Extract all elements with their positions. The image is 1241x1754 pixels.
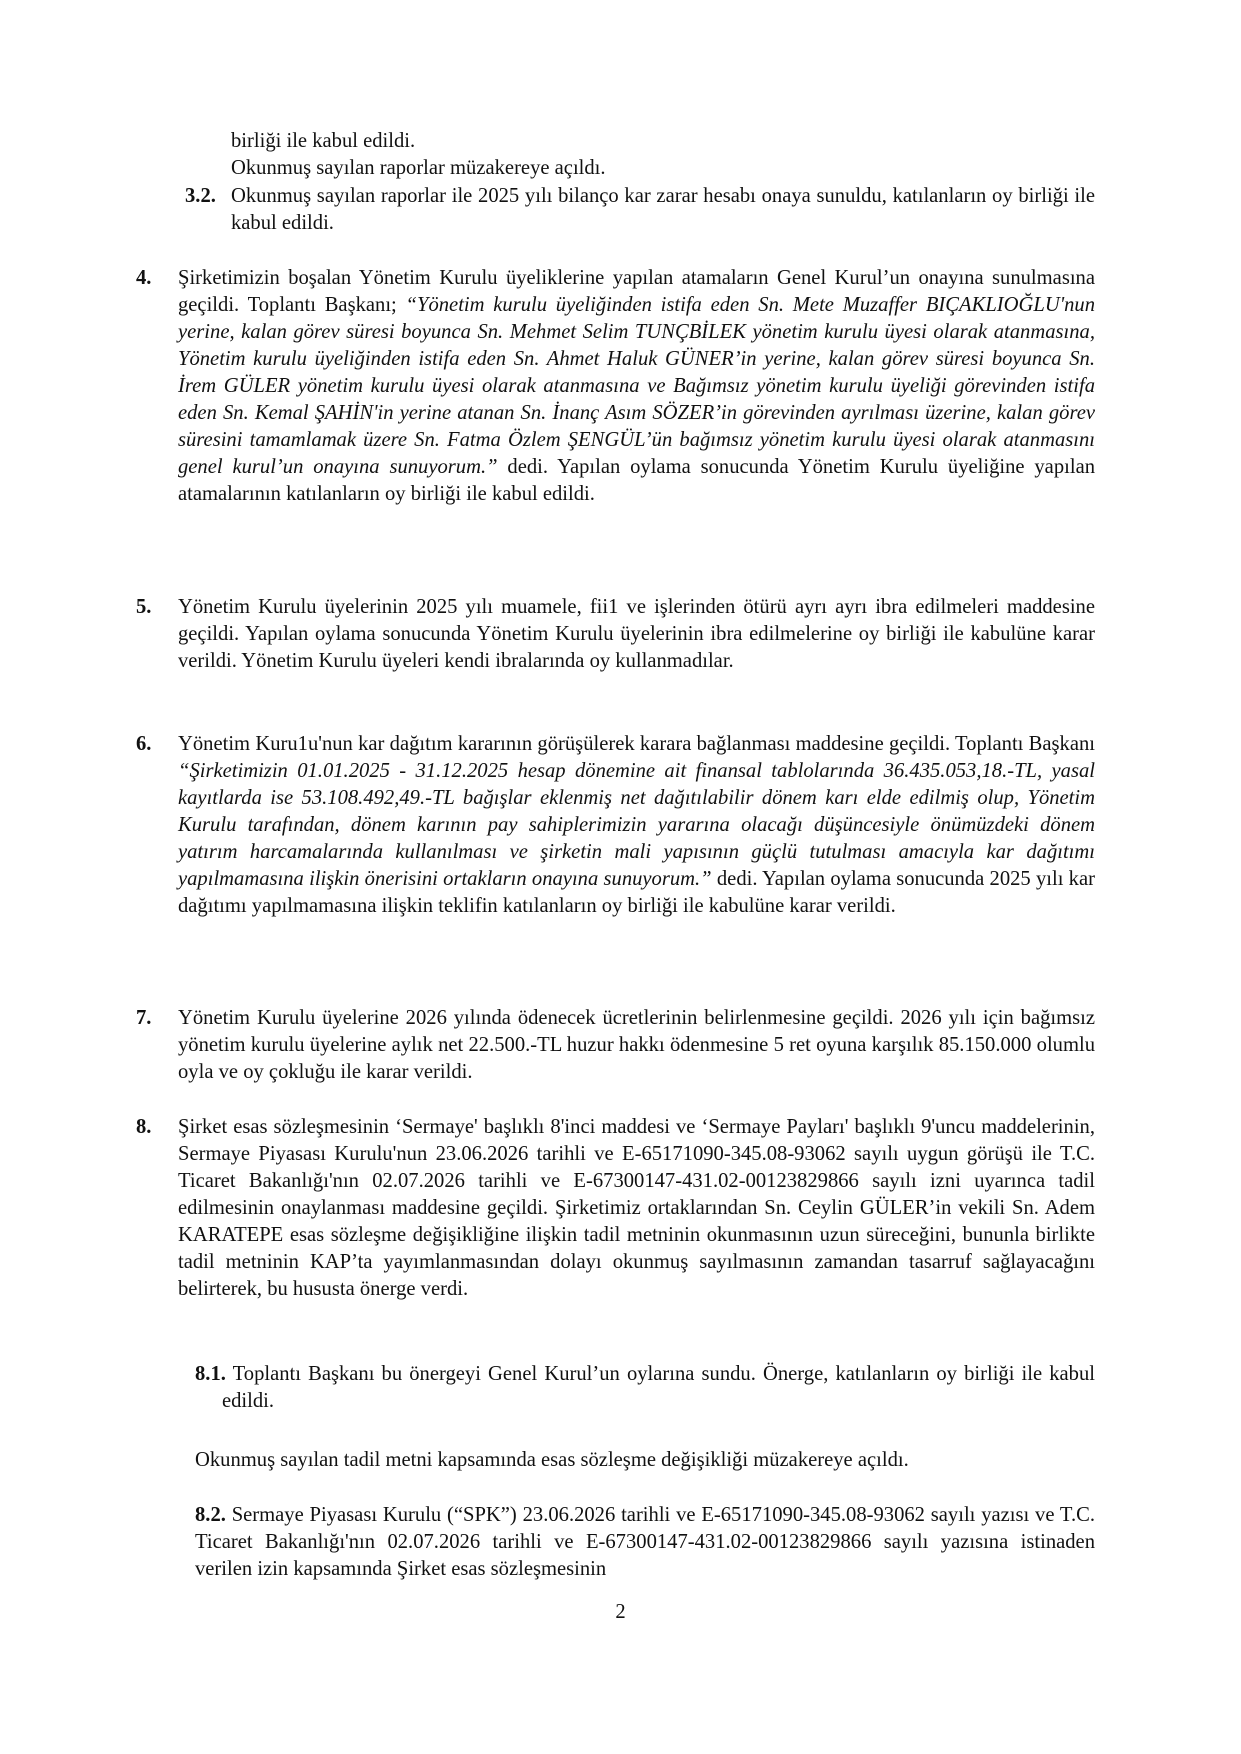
item-8-1-text: 8.1. Toplantı Başkanı bu önergeyi Genel Kurul’un oylarına sundu. Önerge, katılanların oy birliği ile kabul edildi.	[195, 1363, 1095, 1412]
item-8-note: Okunmuş sayılan tadil metni kapsamında esas sözleşme değişikliği müzakereye açıldı.	[195, 1449, 909, 1471]
item-6-intro: Yönetim Kuru1u'nun kar dağıtım kararının görüşülerek karara bağlanması maddesine geçildi. Toplantı Başkanı	[178, 733, 1095, 755]
item-8-2-text: 8.2. Sermaye Piyasası Kurulu (“SPK”) 23.06.2026 tarihli ve E-65171090-345.08-93062 sayılı yazısı ve T.C. Ticaret Bakanlığı'nın 02.07.2026 tarihli ve E-67300147-431.02-00123829866 sayılı yazısına istinaden verilen izin kapsamında Şirket esas sözleşmesinin	[195, 1504, 1095, 1580]
item-5-text: Yönetim Kurulu üyelerinin 2025 yılı muamele, fii1 ve işlerinden ötürü ayrı ayrı ibra edilmeleri maddesine geçildi. Yapılan oylama sonucunda Yönetim Kurulu üyelerinin ibra edilmelerine oy birliği ile kabulüne karar verildi. Yönetim Kurulu üyeleri kendi ibralarında oy kullanmadılar.	[178, 596, 1095, 672]
carryover-line: Okunmuş sayılan raporlar müzakereye açıldı.	[231, 157, 606, 179]
item-4-text	[178, 265, 1095, 508]
item-7-text: Yönetim Kurulu üyelerine 2026 yılında ödenecek ücretlerinin belirlenmesine geçildi. 2026 yılı için bağımsız yönetim kurulu üyelerine aylık net 22.500.-TL huzur hakkı ödenmesine 5 ret oyuna karşılık 85.150.000 olumlu oyla ve oy çokluğu ile karar verildi.	[178, 1007, 1095, 1083]
item-3-2-text: Okunmuş sayılan raporlar ile 2025 yılı bilanço kar zarar hesabı onaya sunuldu, katılanların oy birliği ile kabul edildi.	[231, 185, 1095, 234]
item-number: 6.	[136, 733, 152, 755]
carryover-line: birliği ile kabul edildi.	[231, 130, 416, 152]
item-4-outro: dedi. Yapılan oylama sonucunda Yönetim Kurulu üyeliğine yapılan atamalarının katılanların oy birliği ile kabul edildi.	[178, 456, 1096, 505]
item-4-intro: Şirketimizin boşalan Yönetim Kurulu üyeliklerine yapılan atamaların Genel Kurul’un onayına sunulmasına geçildi. Toplantı Başkanı;	[178, 267, 1095, 316]
item-8-text: Şirket esas sözleşmesinin ‘Sermaye' başlıklı 8'inci maddesi ve ‘Sermaye Payları' başlıklı 9'uncu maddelerinin, Sermaye Piyasası Kurulu'nun 23.06.2026 tarihli ve E-65171090-345.08-93062 sayılı uygun görüşü ile T.C. Ticaret Bakanlığı'nın 02.07.2026 tarihli ve E-67300147-431.02-00123829866 sayılı izni uyarınca tadil edilmesinin onaylanması maddesine geçildi. Şirketimiz ortaklarından Sn. Ceylin GÜLER’in vekili Sn. Adem KARATEPE esas sözleşme değişikliğine ilişkin tadil metninin okunmasının uzun süreceğini, bununla birlikte tadil metninin KAP’ta yayımlanmasından dolayı okunmuş sayılmasının zamandan tasarruf sağlayacağını belirterek, bu hususta önerge verdi.	[178, 1116, 1095, 1300]
item-number: 5.	[136, 596, 152, 618]
item-6-quote: “Şirketimizin 01.01.2025 - 31.12.2025 hesap dönemine ait finansal tablolarında 36.435.053,18.-TL, yasal kayıtlarda ise 53.108.492,49.-TL bağışlar eklenmiş net dağıtılabilir dönem karı elde edilmiş olup, Yönetim Kurulu tarafından, dönem karının pay sahiplerimizin yararına olacağı düşüncesiyle önümüzdeki dönem yatırım harcamalarında kullanılması ve şirketin mali yapısının güçlü tutulması amacıyla kar dağıtımı yapılmamasına ilişkin önerisini ortakların onayına sunuyorum.”	[178, 760, 1095, 890]
item-number: 4.	[136, 267, 152, 289]
page-number: 2	[615, 1601, 626, 1623]
item-6-outro: dedi. Yapılan oylama sonucunda 2025 yılı kar dağıtımı yapılmamasına ilişkin teklifin katılanların oy birliği ile kabulüne karar verildi.	[178, 868, 1095, 917]
item-number: 8.2.	[195, 1504, 226, 1526]
item-number: 3.2.	[185, 185, 216, 207]
item-number: 8.1.	[195, 1363, 226, 1385]
item-4-quote: “Yönetim kurulu üyeliğinden istifa eden Sn. Mete Muzaffer BIÇAKLIOĞLU'nun yerine, kalan görev süresi boyunca Sn. Mehmet Selim TUNÇBİLEK yönetim kurulu üyesi olarak atanmasına, Yönetim kurulu üyeliğinden istifa eden Sn. Ahmet Haluk GÜNER’in yerine, kalan görev süresi boyunca Sn. İrem GÜLER yönetim kurulu üyesi olarak atanmasına ve Bağımsız yönetim kurulu üyeliği görevinden istifa eden Sn. Kemal ŞAHİN'in yerine atanan Sn. İnanç Asım SÖZER’in görevinden ayrılması üzerine, kalan görev süresini tamamlamak üzere Sn. Fatma Özlem ŞENGÜL’ün bağımsız yönetim kurulu üyesi olarak atanmasını genel kurul’un onayına sunuyorum.”	[178, 294, 1096, 478]
item-6-text	[178, 731, 1095, 920]
item-number: 8.	[136, 1116, 152, 1138]
item-number: 7.	[136, 1007, 152, 1029]
